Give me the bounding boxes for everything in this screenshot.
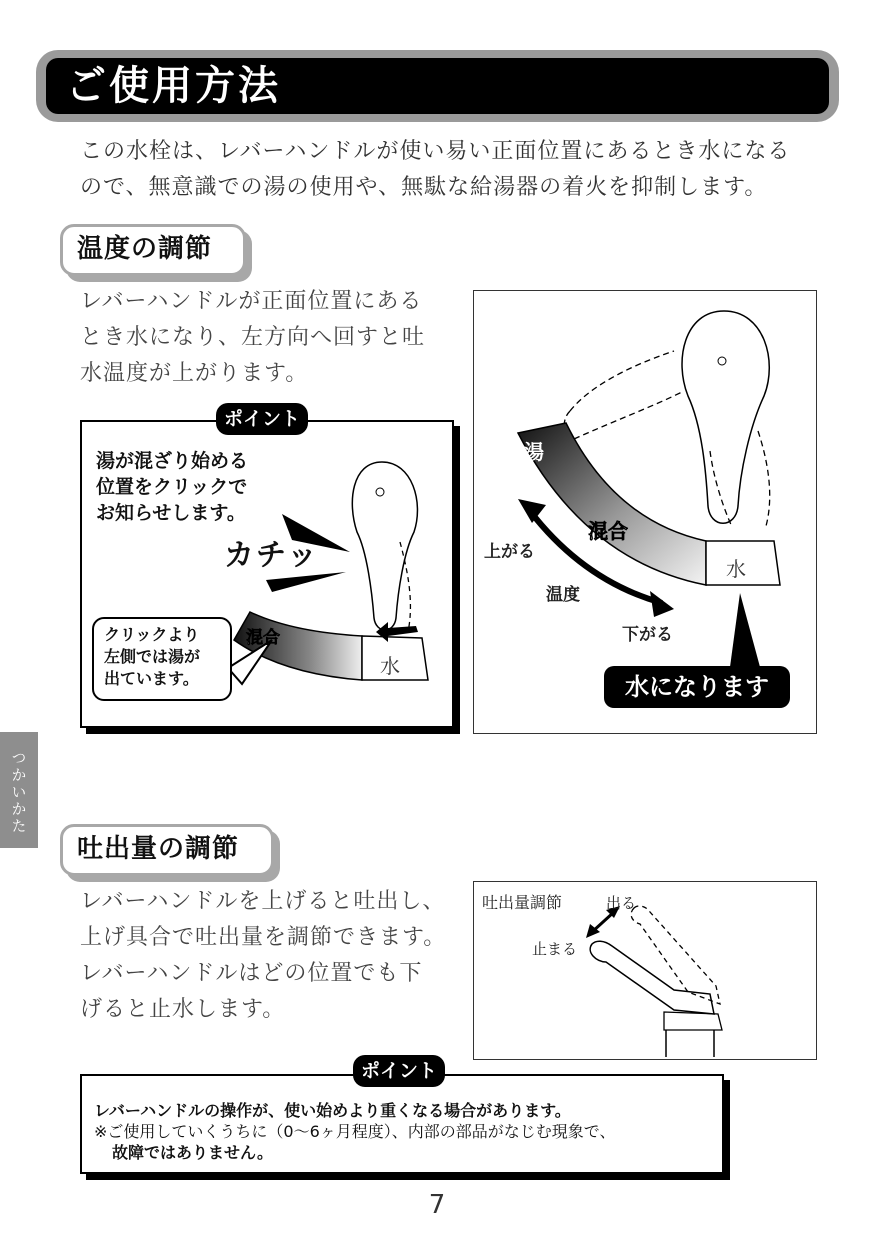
hot-label: 湯 — [524, 440, 544, 464]
temperature-arc-band — [518, 423, 706, 585]
click-sound-label: カチッ — [224, 538, 320, 573]
mix-label: 混合 — [246, 628, 280, 648]
ghost-lever — [574, 391, 684, 439]
section-heading-text: 吐出量の調節 — [77, 834, 240, 864]
lever-handle — [682, 311, 769, 523]
callout-pointer — [730, 593, 760, 667]
temperature-illustration — [474, 291, 814, 731]
intro-paragraph — [80, 134, 840, 206]
point-line-2: ※ご使用していくうちに（0〜6ヶ月程度）、内部の部品がなじむ現象で、 — [94, 1122, 616, 1141]
stop-label: 止まる — [532, 940, 578, 958]
bubble-text — [104, 624, 200, 690]
section-heading-flow — [60, 824, 274, 876]
lever-ghost — [758, 431, 770, 526]
point-line-3: 故障ではありません。 — [112, 1143, 273, 1162]
side-tab-label: つかいかた — [9, 750, 28, 835]
temperature-description — [80, 284, 450, 392]
faucet-base — [664, 1012, 722, 1030]
point-tag: ポイント — [353, 1055, 445, 1087]
callout-text: 水になります — [625, 673, 769, 701]
text-line: 位置をクリックで — [96, 476, 248, 498]
text-line: げると止水します。 — [80, 997, 286, 1022]
text-line: お知らせします。 — [96, 502, 246, 524]
up-label: 上がる — [484, 542, 535, 562]
text-line: レバーハンドルを上げると吐出し、 — [80, 889, 446, 914]
text-line: レバーハンドルはどの位置でも下 — [80, 961, 423, 986]
intro-line-2: ので、無意識での湯の使用や、無駄な給湯器の着火を抑制します。 — [80, 175, 768, 200]
text-line: 出ています。 — [104, 669, 199, 688]
text-line: クリックより — [104, 625, 200, 644]
ghost-lever — [570, 351, 674, 411]
section-heading-text: 温度の調節 — [77, 234, 213, 264]
text-line: 上げ具合で吐出量を調節できます。 — [80, 925, 447, 950]
lever-handle — [352, 462, 417, 630]
mix-label: 混合 — [588, 519, 628, 543]
flow-figure-title: 吐出量調節 — [482, 893, 563, 912]
temperature-label: 温度 — [546, 585, 580, 605]
text-line: 湯が混ざり始める — [96, 450, 249, 472]
text-line: レバーハンドルが正面位置にある — [80, 289, 423, 314]
down-label: 下がる — [622, 625, 673, 645]
page-title: ご使用方法 — [66, 63, 281, 109]
text-line: 水温度が上がります。 — [80, 361, 309, 386]
click-wedge-icon — [266, 572, 346, 592]
water-label: 水 — [380, 654, 400, 678]
point-line-1: レバーハンドルの操作が、使い始めより重くなる場合があります。 — [94, 1101, 571, 1120]
arrow-up-icon — [518, 499, 546, 523]
text-line: とき水になり、左方向へ回すと吐 — [80, 325, 426, 350]
lever-stop — [590, 941, 714, 1014]
out-label: 出る — [606, 894, 637, 912]
water-label: 水 — [726, 557, 746, 581]
text-line: 左側では湯が — [104, 647, 201, 666]
side-tab — [0, 732, 38, 848]
page-number: 7 — [428, 1190, 446, 1220]
flow-description — [80, 884, 450, 1028]
arrow-down-icon — [650, 591, 674, 617]
section-heading-temperature — [60, 224, 246, 276]
point-tag: ポイント — [216, 403, 308, 435]
point-text — [96, 448, 248, 526]
intro-line-1: この水栓は、レバーハンドルが使い易い正面位置にあるとき水になる — [80, 139, 791, 164]
